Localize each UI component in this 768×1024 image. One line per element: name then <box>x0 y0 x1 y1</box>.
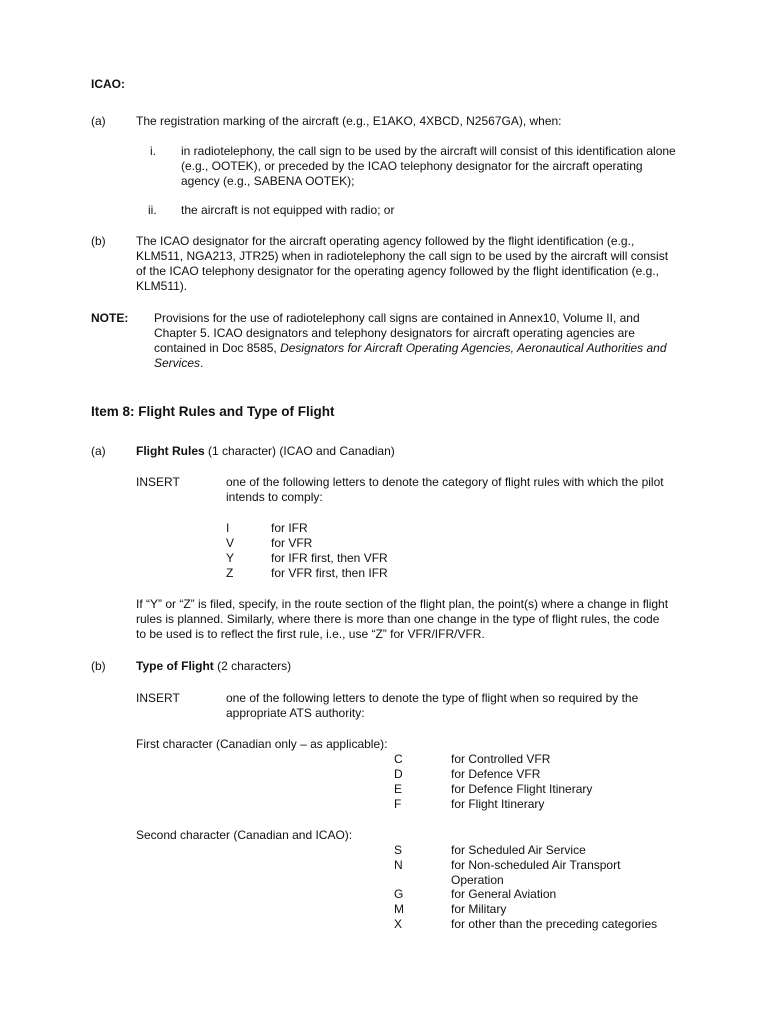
item8-a-title-bold: Flight Rules <box>136 444 205 458</box>
code-desc: for IFR first, then VFR <box>271 551 388 565</box>
note-label: NOTE: <box>91 311 129 325</box>
code-desc: for other than the preceding categories <box>451 917 658 931</box>
code-desc: for Flight Itinerary <box>451 797 545 811</box>
item8-b-title <box>136 659 291 674</box>
item8-b-title-rest: (2 characters) <box>213 659 292 673</box>
item8-b-insert-label: INSERT <box>136 691 180 705</box>
code-letter: F <box>394 797 402 811</box>
code-letter: Z <box>226 566 234 580</box>
note-text-plain: Provisions for the use of radiotelephony call signs are contained in Annex10, Volume II, and Chapter 5. ICAO designators and telephony designators for aircraft operating agencies are contained in Doc 8585, <box>154 311 640 355</box>
code-desc: for Defence VFR <box>451 767 541 781</box>
code-desc: for IFR <box>271 521 308 535</box>
item8-a-insert-text: one of the following letters to denote the category of flight rules with which the pilot intends to comply: <box>226 475 664 504</box>
icao-b-text: The ICAO designator for the aircraft operating agency followed by the flight identification (e.g., KLM511, NGA213, JTR25) when in radiotelephony the call sign to be used by the aircraft will consist of the ICAO telephony designator for the operating agency followed by the flight identification (e.g., KLM511). <box>136 234 669 293</box>
code-letter: N <box>394 858 403 872</box>
code-desc: for Defence Flight Itinerary <box>451 782 593 796</box>
item8-a-insert-label: INSERT <box>136 475 180 489</box>
code-letter: I <box>226 521 230 535</box>
code-desc: for Controlled VFR <box>451 752 551 766</box>
icao-b-marker: (b) <box>91 234 106 248</box>
code-letter: S <box>394 843 403 857</box>
code-desc: for Military <box>451 902 507 916</box>
item8-a-title <box>136 444 395 459</box>
icao-a-ii-text: the aircraft is not equipped with radio; or <box>181 203 395 217</box>
code-desc: for Non-scheduled Air Transport Operation <box>451 858 621 887</box>
first-character-label: First character (Canadian only – as applicable): <box>136 737 388 751</box>
code-letter: M <box>394 902 404 916</box>
item8-a-marker: (a) <box>91 444 106 458</box>
item8-a-paragraph: If “Y” or “Z” is filed, specify, in the route section of the flight plan, the point(s) where a change in flight rules is planned. Similarly, where there is more than one change in the type of flight rules, the code to be used is to reflect the first rule, i.e., use “Z” for VFR/IFR/VFR. <box>136 597 669 641</box>
code-letter: Y <box>226 551 235 565</box>
icao-a-ii-marker: ii. <box>148 203 157 217</box>
item8-heading: Item 8: Flight Rules and Type of Flight <box>91 404 335 419</box>
code-desc: for Scheduled Air Service <box>451 843 586 857</box>
code-desc: for VFR <box>271 536 313 550</box>
icao-a-text: The registration marking of the aircraft (e.g., E1AKO, 4XBCD, N2567GA), when: <box>136 114 562 128</box>
icao-heading: ICAO: <box>91 77 125 91</box>
item8-b-insert-text: one of the following letters to denote the type of flight when so required by the appropriate ATS authority: <box>226 691 639 720</box>
code-letter: X <box>394 917 403 931</box>
note-text-italic: Designators for Aircraft Operating Agencies, Aeronautical Authorities and Services <box>154 341 667 370</box>
code-desc: for General Aviation <box>451 887 557 901</box>
item8-a-title-rest: (1 character) (ICAO and Canadian) <box>204 444 395 458</box>
icao-a-marker: (a) <box>91 114 106 128</box>
note-text-end: . <box>200 356 204 370</box>
second-character-label: Second character (Canadian and ICAO): <box>136 828 353 842</box>
code-letter: C <box>394 752 403 766</box>
icao-a-i-marker: i. <box>150 144 156 158</box>
item8-b-title-bold: Type of Flight <box>136 659 214 673</box>
code-letter: E <box>394 782 403 796</box>
note-text <box>154 311 674 371</box>
code-desc: for VFR first, then IFR <box>271 566 388 580</box>
code-letter: G <box>394 887 404 901</box>
code-letter: D <box>394 767 403 781</box>
icao-a-i-text: in radiotelephony, the call sign to be used by the aircraft will consist of this identification alone (e.g., OOTEK), or preceded by the ICAO telephony designator for the aircraft operating agency (e.g., SABENA OOTEK); <box>181 144 676 188</box>
code-letter: V <box>226 536 235 550</box>
item8-b-marker: (b) <box>91 659 106 673</box>
